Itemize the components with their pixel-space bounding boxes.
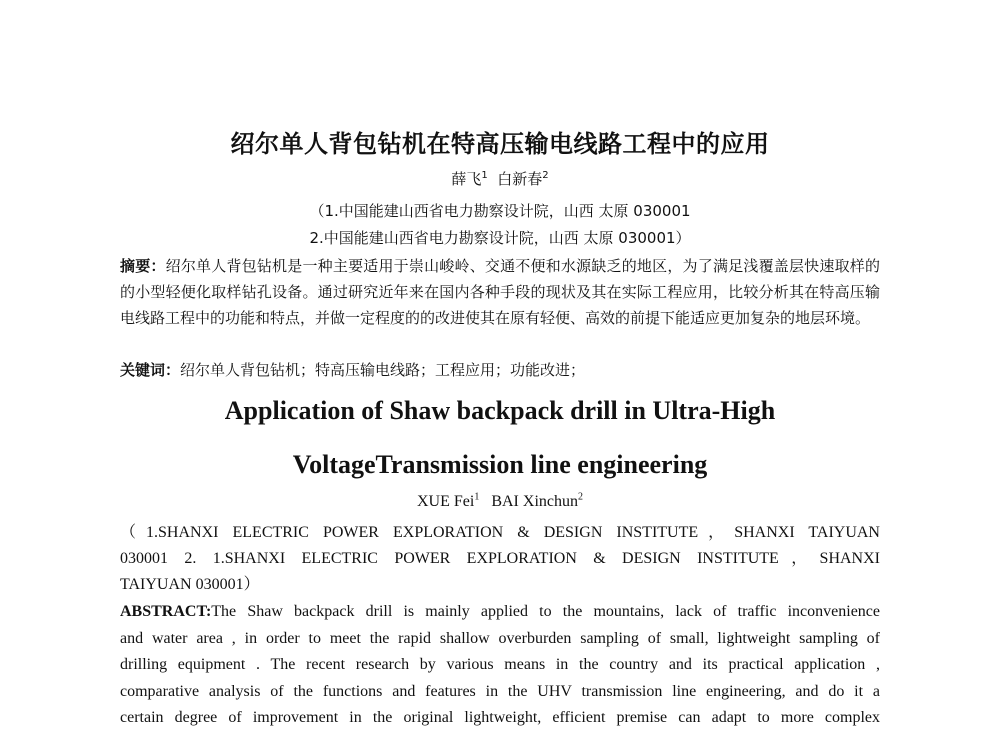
chinese-title: 绍尔单人背包钻机在特高压输电线路工程中的应用 [230, 130, 770, 158]
english-abstract-line-1 [120, 599, 880, 626]
author-1-name: 薛飞 [451, 170, 482, 188]
english-affiliations [120, 520, 880, 598]
english-affiliation-line-1: （1.SHANXI ELECTRIC POWER EXPLORATION & DESIGN INSTITUTE，SHANXI TAIYUAN [120, 524, 880, 541]
chinese-keywords [120, 357, 880, 383]
english-author-1-name: XUE Fei [417, 493, 475, 510]
chinese-abstract-label: 摘要： [120, 257, 166, 275]
english-abstract [120, 599, 880, 732]
english-author-2-superscript: 2 [577, 491, 583, 503]
english-abstract-line-1-text: The Shaw backpack drill is mainly applied to the mountains, lack of traffic inconvenience [211, 603, 880, 620]
english-abstract-line-3: drilling equipment . The recent research by various means in the country and its practical application , [120, 656, 880, 673]
chinese-affiliation-line-2: 2.中国能建山西省电力勘察设计院，山西 太原 030001） [309, 229, 691, 247]
chinese-keywords-label: 关键词： [120, 361, 181, 379]
english-affiliation-line-3: TAIYUAN 030001） [120, 576, 260, 593]
english-title-line-2: VoltageTransmission line engineering [292, 450, 708, 479]
chinese-abstract-text: 绍尔单人背包钻机是一种主要适用于崇山峻岭、交通不便和水源缺乏的地区，为了满足浅覆盖层快速取样的的小型轻便化取样钻孔设备。通过研究近年来在国内各种手段的现状及其在实际工程应用，比较分析其在特高压输电线路工程中的功能和特点，并做一定程度的的改进使其在原有轻便、高效的前提下能适应更加复杂的地层环境。 [120, 257, 880, 327]
english-authors [120, 493, 880, 511]
english-title-line-1: Application of Shaw backpack drill in Ultra-High [224, 396, 776, 425]
english-author-1-superscript: 1 [474, 491, 480, 503]
english-author-2-name: BAI Xinchun [491, 493, 578, 510]
english-abstract-line-4: comparative analysis of the functions and features in the UHV transmission line engineering, and do it a [120, 682, 880, 700]
chinese-keywords-text: 绍尔单人背包钻机；特高压输电线路；工程应用；功能改进； [180, 361, 586, 379]
english-abstract-line-5: certain degree of improvement in the original lightweight, efficient premise can adapt to more complex [120, 709, 880, 726]
english-affiliation-line-2: 030001 2. 1.SHANXI ELECTRIC POWER EXPLORATION & DESIGN INSTITUTE，SHANXI [120, 550, 880, 567]
author-1-superscript: 1 [481, 170, 488, 181]
english-abstract-label: ABSTRACT: [120, 603, 212, 620]
author-2-superscript: 2 [542, 170, 549, 181]
chinese-authors [120, 168, 880, 189]
paper-page [120, 0, 880, 735]
chinese-affiliation-line-1: （1.中国能建山西省电力勘察设计院，山西 太原 030001 [309, 202, 691, 220]
chinese-abstract [120, 253, 880, 331]
author-2-name: 白新春 [497, 170, 543, 188]
english-abstract-line-2: and water area , in order to meet the rapid shallow overburden sampling of small, lightweight sampling of [120, 629, 880, 647]
